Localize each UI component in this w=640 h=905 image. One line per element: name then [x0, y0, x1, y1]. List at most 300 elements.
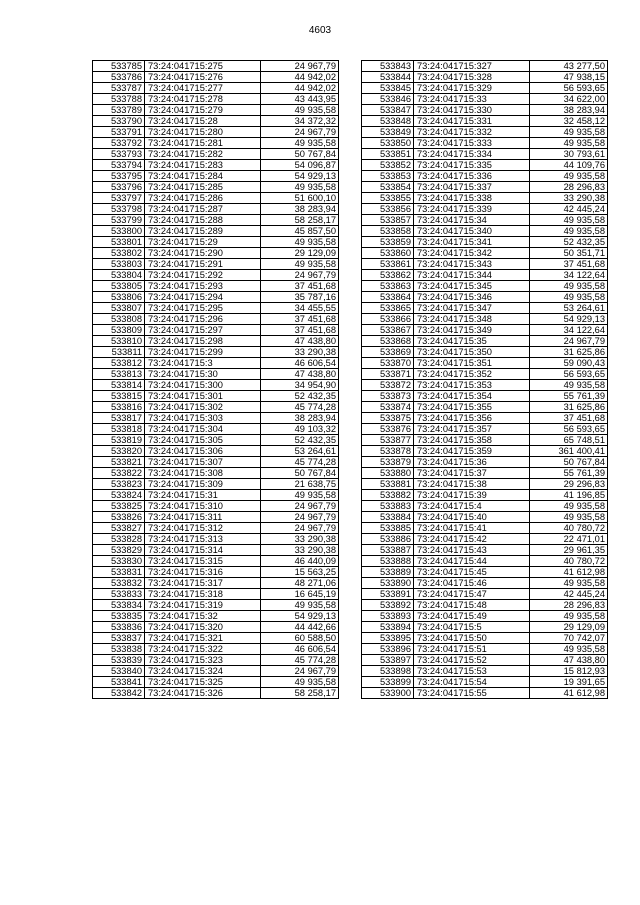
- table-row: [362, 358, 608, 369]
- cadastral-value-cell: 44 942,02: [261, 72, 339, 83]
- cadastral-value-cell: 47 438,80: [261, 369, 339, 380]
- record-number-cell: 533806: [93, 292, 145, 303]
- table-row: [93, 237, 339, 248]
- cadastral-number-cell: 73:24:041715:289: [145, 226, 261, 237]
- table-row: [362, 589, 608, 600]
- table-row: [362, 314, 608, 325]
- table-row: [93, 325, 339, 336]
- table-row: [93, 369, 339, 380]
- record-number-cell: 533885: [362, 523, 414, 534]
- table-row: [362, 688, 608, 699]
- cadastral-value-cell: 47 438,80: [530, 655, 608, 666]
- record-number-cell: 533890: [362, 578, 414, 589]
- table-row: [362, 479, 608, 490]
- table-row: [362, 347, 608, 358]
- record-number-cell: 533843: [362, 61, 414, 72]
- record-number-cell: 533883: [362, 501, 414, 512]
- cadastral-number-cell: 73:24:041715:287: [145, 204, 261, 215]
- cadastral-number-cell: 73:24:041715:353: [414, 380, 530, 391]
- table-row: [362, 380, 608, 391]
- cadastral-value-cell: 40 780,72: [530, 523, 608, 534]
- cadastral-number-cell: 73:24:041715:356: [414, 413, 530, 424]
- record-number-cell: 533874: [362, 402, 414, 413]
- record-number-cell: 533788: [93, 94, 145, 105]
- table-row: [362, 622, 608, 633]
- cadastral-number-cell: 73:24:041715:309: [145, 479, 261, 490]
- cadastral-number-cell: 73:24:041715:290: [145, 248, 261, 259]
- cadastral-value-cell: 41 196,85: [530, 490, 608, 501]
- record-number-cell: 533834: [93, 600, 145, 611]
- record-number-cell: 533875: [362, 413, 414, 424]
- record-number-cell: 533833: [93, 589, 145, 600]
- cadastral-number-cell: 73:24:041715:345: [414, 281, 530, 292]
- cadastral-number-cell: 73:24:041715:319: [145, 600, 261, 611]
- record-number-cell: 533801: [93, 237, 145, 248]
- record-number-cell: 533844: [362, 72, 414, 83]
- table-row: [93, 72, 339, 83]
- cadastral-number-cell: 73:24:041715:337: [414, 182, 530, 193]
- record-number-cell: 533855: [362, 193, 414, 204]
- record-number-cell: 533799: [93, 215, 145, 226]
- table-row: [362, 61, 608, 72]
- cadastral-number-cell: 73:24:041715:359: [414, 446, 530, 457]
- cadastral-number-cell: 73:24:041715:40: [414, 512, 530, 523]
- cadastral-value-cell: 49 935,58: [530, 644, 608, 655]
- cadastral-number-cell: 73:24:041715:285: [145, 182, 261, 193]
- cadastral-value-cell: 24 967,79: [261, 61, 339, 72]
- cadastral-value-cell: 52 432,35: [530, 237, 608, 248]
- cadastral-number-cell: 73:24:041715:50: [414, 633, 530, 644]
- record-number-cell: 533804: [93, 270, 145, 281]
- cadastral-number-cell: 73:24:041715:43: [414, 545, 530, 556]
- record-number-cell: 533796: [93, 182, 145, 193]
- record-number-cell: 533888: [362, 556, 414, 567]
- cadastral-value-cell: 24 967,79: [261, 523, 339, 534]
- record-number-cell: 533813: [93, 369, 145, 380]
- table-row: [93, 149, 339, 160]
- record-number-cell: 533897: [362, 655, 414, 666]
- table-row: [93, 127, 339, 138]
- table-row: [362, 204, 608, 215]
- cadastral-number-cell: 73:24:041715:32: [145, 611, 261, 622]
- cadastral-number-cell: 73:24:041715:314: [145, 545, 261, 556]
- cadastral-number-cell: 73:24:041715:303: [145, 413, 261, 424]
- record-number-cell: 533870: [362, 358, 414, 369]
- cadastral-value-cell: 46 440,09: [261, 556, 339, 567]
- cadastral-number-cell: 73:24:041715:292: [145, 270, 261, 281]
- table-row: [362, 490, 608, 501]
- cadastral-number-cell: 73:24:041715:46: [414, 578, 530, 589]
- cadastral-value-cell: 54 929,13: [261, 611, 339, 622]
- table-row: [93, 160, 339, 171]
- record-number-cell: 533842: [93, 688, 145, 699]
- record-number-cell: 533867: [362, 325, 414, 336]
- cadastral-value-cell: 59 090,43: [530, 358, 608, 369]
- record-number-cell: 533846: [362, 94, 414, 105]
- table-row: [93, 193, 339, 204]
- table-row: [93, 545, 339, 556]
- cadastral-value-cell: 50 767,84: [261, 468, 339, 479]
- cadastral-value-cell: 45 774,28: [261, 402, 339, 413]
- table-row: [362, 325, 608, 336]
- cadastral-number-cell: 73:24:041715:296: [145, 314, 261, 325]
- cadastral-number-cell: 73:24:041715:299: [145, 347, 261, 358]
- table-row: [362, 677, 608, 688]
- record-number-cell: 533893: [362, 611, 414, 622]
- table-row: [362, 402, 608, 413]
- cadastral-number-cell: 73:24:041715:332: [414, 127, 530, 138]
- table-row: [93, 270, 339, 281]
- record-number-cell: 533817: [93, 413, 145, 424]
- cadastral-number-cell: 73:24:041715:5: [414, 622, 530, 633]
- table-row: [93, 501, 339, 512]
- cadastral-value-cell: 38 283,94: [530, 105, 608, 116]
- cadastral-value-cell: 56 593,65: [530, 83, 608, 94]
- cadastral-value-cell: 49 935,58: [261, 237, 339, 248]
- cadastral-value-cell: 31 625,86: [530, 347, 608, 358]
- cadastral-value-cell: 15 563,25: [261, 567, 339, 578]
- record-number-cell: 533792: [93, 138, 145, 149]
- record-number-cell: 533863: [362, 281, 414, 292]
- cadastral-value-cell: 40 780,72: [530, 556, 608, 567]
- table-row: [93, 171, 339, 182]
- table-row: [362, 424, 608, 435]
- cadastral-number-cell: 73:24:041715:357: [414, 424, 530, 435]
- table-row: [362, 248, 608, 259]
- cadastral-value-cell: 34 122,64: [530, 325, 608, 336]
- table-row: [93, 600, 339, 611]
- cadastral-number-cell: 73:24:041715:48: [414, 600, 530, 611]
- cadastral-value-cell: 42 445,24: [530, 204, 608, 215]
- cadastral-number-cell: 73:24:041715:326: [145, 688, 261, 699]
- table-row: [362, 259, 608, 270]
- record-number-cell: 533877: [362, 435, 414, 446]
- table-row: [362, 138, 608, 149]
- record-number-cell: 533864: [362, 292, 414, 303]
- table-row: [93, 479, 339, 490]
- record-number-cell: 533821: [93, 457, 145, 468]
- cadastral-value-cell: 43 443,95: [261, 94, 339, 105]
- cadastral-value-cell: 361 400,41: [530, 446, 608, 457]
- cadastral-value-cell: 54 096,87: [261, 160, 339, 171]
- record-number-cell: 533836: [93, 622, 145, 633]
- table-row: [362, 501, 608, 512]
- table-row: [93, 578, 339, 589]
- table-row: [93, 281, 339, 292]
- cadastral-number-cell: 73:24:041715:37: [414, 468, 530, 479]
- cadastral-value-cell: 49 935,58: [261, 677, 339, 688]
- cadastral-value-cell: 56 593,65: [530, 369, 608, 380]
- table-row: [93, 116, 339, 127]
- table-row: [93, 457, 339, 468]
- cadastral-value-cell: 33 290,38: [261, 545, 339, 556]
- cadastral-number-cell: 73:24:041715:331: [414, 116, 530, 127]
- table-row: [362, 545, 608, 556]
- table-row: [362, 270, 608, 281]
- cadastral-number-cell: 73:24:041715:278: [145, 94, 261, 105]
- cadastral-number-cell: 73:24:041715:354: [414, 391, 530, 402]
- table-row: [93, 83, 339, 94]
- cadastral-number-cell: 73:24:041715:300: [145, 380, 261, 391]
- record-number-cell: 533850: [362, 138, 414, 149]
- table-row: [93, 633, 339, 644]
- cadastral-value-cell: 28 296,83: [530, 600, 608, 611]
- table-row: [93, 490, 339, 501]
- cadastral-value-cell: 35 787,16: [261, 292, 339, 303]
- cadastral-number-cell: 73:24:041715:323: [145, 655, 261, 666]
- table-row: [93, 677, 339, 688]
- cadastral-value-cell: 44 942,02: [261, 83, 339, 94]
- table-row: [93, 292, 339, 303]
- table-row: [362, 336, 608, 347]
- record-number-cell: 533835: [93, 611, 145, 622]
- table-row: [93, 105, 339, 116]
- record-number-cell: 533826: [93, 512, 145, 523]
- table-row: [362, 281, 608, 292]
- table-row: [362, 534, 608, 545]
- table-row: [362, 457, 608, 468]
- cadastral-value-cell: 24 967,79: [261, 127, 339, 138]
- record-number-cell: 533894: [362, 622, 414, 633]
- cadastral-value-cell: 38 283,94: [261, 204, 339, 215]
- cadastral-value-cell: 43 277,50: [530, 61, 608, 72]
- cadastral-value-cell: 50 351,71: [530, 248, 608, 259]
- cadastral-value-cell: 15 812,93: [530, 666, 608, 677]
- table-row: [362, 413, 608, 424]
- record-number-cell: 533837: [93, 633, 145, 644]
- cadastral-value-cell: 29 296,83: [530, 479, 608, 490]
- cadastral-number-cell: 73:24:041715:325: [145, 677, 261, 688]
- table-row: [93, 655, 339, 666]
- table-row: [362, 578, 608, 589]
- record-number-cell: 533856: [362, 204, 414, 215]
- cadastral-number-cell: 73:24:041715:350: [414, 347, 530, 358]
- record-number-cell: 533786: [93, 72, 145, 83]
- cadastral-value-cell: 47 438,80: [261, 336, 339, 347]
- record-number-cell: 533818: [93, 424, 145, 435]
- record-number-cell: 533858: [362, 226, 414, 237]
- cadastral-number-cell: 73:24:041715:276: [145, 72, 261, 83]
- record-number-cell: 533845: [362, 83, 414, 94]
- cadastral-value-cell: 21 638,75: [261, 479, 339, 490]
- cadastral-number-cell: 73:24:041715:340: [414, 226, 530, 237]
- table-row: [93, 204, 339, 215]
- cadastral-number-cell: 73:24:041715:304: [145, 424, 261, 435]
- record-number-cell: 533812: [93, 358, 145, 369]
- cadastral-number-cell: 73:24:041715:351: [414, 358, 530, 369]
- table-row: [362, 303, 608, 314]
- cadastral-value-cell: 51 600,10: [261, 193, 339, 204]
- cadastral-value-cell: 49 935,58: [530, 215, 608, 226]
- record-number-cell: 533808: [93, 314, 145, 325]
- table-row: [362, 160, 608, 171]
- table-row: [362, 193, 608, 204]
- cadastral-value-cell: 55 761,39: [530, 468, 608, 479]
- record-number-cell: 533832: [93, 578, 145, 589]
- record-number-cell: 533896: [362, 644, 414, 655]
- record-number-cell: 533822: [93, 468, 145, 479]
- table-row: [93, 182, 339, 193]
- cadastral-number-cell: 73:24:041715:34: [414, 215, 530, 226]
- cadastral-number-cell: 73:24:041715:349: [414, 325, 530, 336]
- cadastral-number-cell: 73:24:041715:335: [414, 160, 530, 171]
- table-row: [362, 105, 608, 116]
- cadastral-number-cell: 73:24:041715:317: [145, 578, 261, 589]
- table-row: [93, 215, 339, 226]
- cadastral-number-cell: 73:24:041715:3: [145, 358, 261, 369]
- cadastral-number-cell: 73:24:041715:320: [145, 622, 261, 633]
- table-row: [362, 556, 608, 567]
- record-number-cell: 533830: [93, 556, 145, 567]
- cadastral-value-cell: 49 935,58: [530, 127, 608, 138]
- table-row: [93, 413, 339, 424]
- record-number-cell: 533820: [93, 446, 145, 457]
- cadastral-number-cell: 73:24:041715:312: [145, 523, 261, 534]
- record-number-cell: 533887: [362, 545, 414, 556]
- table-row: [362, 182, 608, 193]
- table-row: [93, 534, 339, 545]
- cadastral-value-cell: 49 935,58: [530, 380, 608, 391]
- cadastral-number-cell: 73:24:041715:298: [145, 336, 261, 347]
- cadastral-number-cell: 73:24:041715:281: [145, 138, 261, 149]
- record-number-cell: 533803: [93, 259, 145, 270]
- cadastral-number-cell: 73:24:041715:284: [145, 171, 261, 182]
- record-number-cell: 533868: [362, 336, 414, 347]
- cadastral-number-cell: 73:24:041715:339: [414, 204, 530, 215]
- record-number-cell: 533797: [93, 193, 145, 204]
- cadastral-number-cell: 73:24:041715:297: [145, 325, 261, 336]
- cadastral-number-cell: 73:24:041715:277: [145, 83, 261, 94]
- left-cadastral-table: [92, 60, 339, 699]
- cadastral-value-cell: 24 967,79: [261, 512, 339, 523]
- cadastral-value-cell: 54 929,13: [261, 171, 339, 182]
- cadastral-number-cell: 73:24:041715:280: [145, 127, 261, 138]
- table-row: [362, 116, 608, 127]
- table-row: [362, 512, 608, 523]
- record-number-cell: 533809: [93, 325, 145, 336]
- table-row: [362, 611, 608, 622]
- record-number-cell: 533829: [93, 545, 145, 556]
- cadastral-value-cell: 49 935,58: [530, 226, 608, 237]
- cadastral-value-cell: 53 264,61: [261, 446, 339, 457]
- record-number-cell: 533891: [362, 589, 414, 600]
- record-number-cell: 533882: [362, 490, 414, 501]
- cadastral-number-cell: 73:24:041715:51: [414, 644, 530, 655]
- cadastral-value-cell: 45 857,50: [261, 226, 339, 237]
- table-row: [93, 688, 339, 699]
- cadastral-value-cell: 30 793,61: [530, 149, 608, 160]
- cadastral-number-cell: 73:24:041715:45: [414, 567, 530, 578]
- record-number-cell: 533873: [362, 391, 414, 402]
- table-row: [93, 446, 339, 457]
- cadastral-value-cell: 34 455,55: [261, 303, 339, 314]
- record-number-cell: 533800: [93, 226, 145, 237]
- record-number-cell: 533900: [362, 688, 414, 699]
- cadastral-value-cell: 49 935,58: [261, 182, 339, 193]
- cadastral-number-cell: 73:24:041715:347: [414, 303, 530, 314]
- cadastral-number-cell: 73:24:041715:344: [414, 270, 530, 281]
- cadastral-number-cell: 73:24:041715:30: [145, 369, 261, 380]
- record-number-cell: 533869: [362, 347, 414, 358]
- table-row: [93, 611, 339, 622]
- record-number-cell: 533825: [93, 501, 145, 512]
- cadastral-value-cell: 49 935,58: [530, 578, 608, 589]
- table-row: [93, 589, 339, 600]
- cadastral-number-cell: 73:24:041715:275: [145, 61, 261, 72]
- cadastral-number-cell: 73:24:041715:36: [414, 457, 530, 468]
- cadastral-value-cell: 24 967,79: [530, 336, 608, 347]
- record-number-cell: 533811: [93, 347, 145, 358]
- cadastral-number-cell: 73:24:041715:38: [414, 479, 530, 490]
- cadastral-number-cell: 73:24:041715:4: [414, 501, 530, 512]
- cadastral-number-cell: 73:24:041715:308: [145, 468, 261, 479]
- cadastral-number-cell: 73:24:041715:306: [145, 446, 261, 457]
- table-row: [362, 72, 608, 83]
- record-number-cell: 533853: [362, 171, 414, 182]
- record-number-cell: 533785: [93, 61, 145, 72]
- cadastral-value-cell: 49 935,58: [261, 105, 339, 116]
- cadastral-number-cell: 73:24:041715:338: [414, 193, 530, 204]
- cadastral-value-cell: 37 451,68: [261, 325, 339, 336]
- table-row: [362, 468, 608, 479]
- cadastral-value-cell: 37 451,68: [261, 314, 339, 325]
- record-number-cell: 533838: [93, 644, 145, 655]
- table-row: [362, 666, 608, 677]
- record-number-cell: 533861: [362, 259, 414, 270]
- table-row: [362, 567, 608, 578]
- cadastral-value-cell: 49 935,58: [530, 138, 608, 149]
- record-number-cell: 533794: [93, 160, 145, 171]
- cadastral-number-cell: 73:24:041715:305: [145, 435, 261, 446]
- table-row: [93, 567, 339, 578]
- record-number-cell: 533828: [93, 534, 145, 545]
- table-row: [362, 237, 608, 248]
- cadastral-value-cell: 29 129,09: [530, 622, 608, 633]
- table-row: [362, 600, 608, 611]
- cadastral-value-cell: 33 290,38: [261, 347, 339, 358]
- cadastral-value-cell: 49 935,58: [261, 259, 339, 270]
- record-number-cell: 533839: [93, 655, 145, 666]
- cadastral-number-cell: 73:24:041715:316: [145, 567, 261, 578]
- record-number-cell: 533899: [362, 677, 414, 688]
- record-number-cell: 533898: [362, 666, 414, 677]
- cadastral-value-cell: 49 935,58: [530, 171, 608, 182]
- table-row: [362, 127, 608, 138]
- cadastral-value-cell: 45 774,28: [261, 655, 339, 666]
- cadastral-value-cell: 33 290,38: [530, 193, 608, 204]
- cadastral-value-cell: 56 593,65: [530, 424, 608, 435]
- table-row: [362, 226, 608, 237]
- record-number-cell: 533819: [93, 435, 145, 446]
- table-row: [362, 83, 608, 94]
- cadastral-number-cell: 73:24:041715:318: [145, 589, 261, 600]
- cadastral-value-cell: 16 645,19: [261, 589, 339, 600]
- cadastral-number-cell: 73:24:041715:311: [145, 512, 261, 523]
- cadastral-number-cell: 73:24:041715:35: [414, 336, 530, 347]
- cadastral-number-cell: 73:24:041715:279: [145, 105, 261, 116]
- cadastral-value-cell: 46 606,54: [261, 358, 339, 369]
- record-number-cell: 533859: [362, 237, 414, 248]
- table-row: [362, 215, 608, 226]
- table-row: [93, 556, 339, 567]
- cadastral-value-cell: 50 767,84: [261, 149, 339, 160]
- record-number-cell: 533790: [93, 116, 145, 127]
- cadastral-number-cell: 73:24:041715:307: [145, 457, 261, 468]
- record-number-cell: 533849: [362, 127, 414, 138]
- cadastral-number-cell: 73:24:041715:31: [145, 490, 261, 501]
- cadastral-number-cell: 73:24:041715:346: [414, 292, 530, 303]
- record-number-cell: 533881: [362, 479, 414, 490]
